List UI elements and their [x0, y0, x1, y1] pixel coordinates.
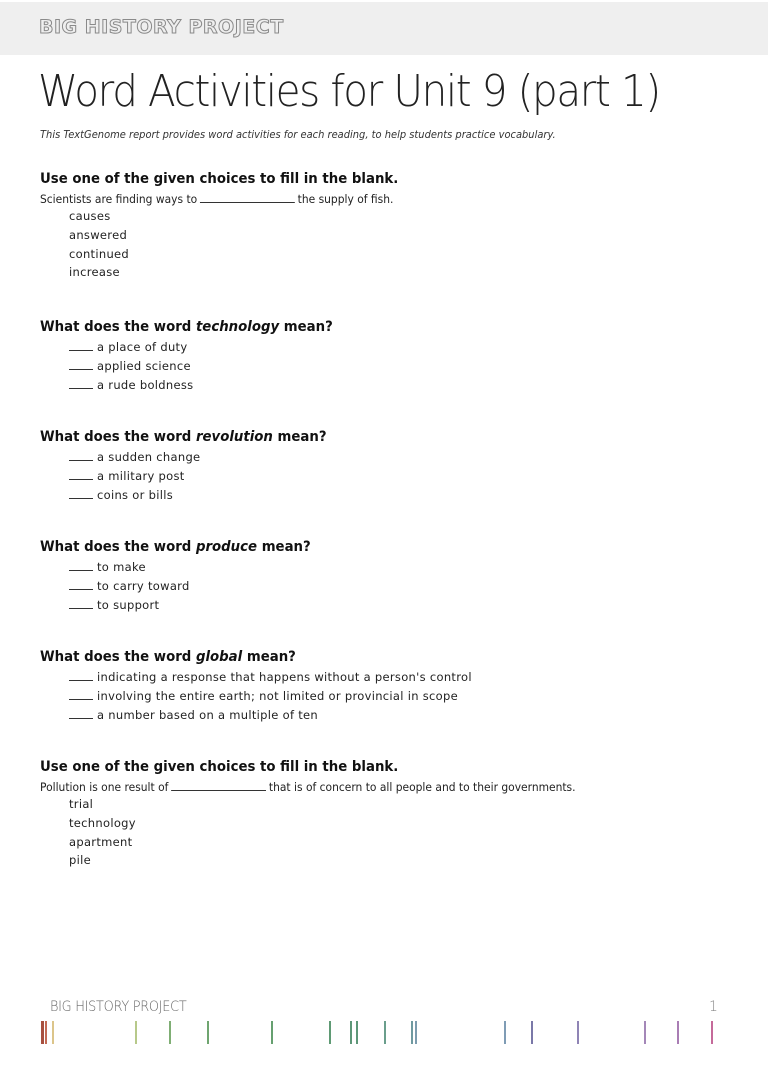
- timeline-bar: [41, 1021, 44, 1044]
- choice-list: [40, 338, 348, 394]
- question-heading: [40, 428, 327, 446]
- definition-choice: [69, 486, 342, 505]
- answer-blank[interactable]: [171, 780, 266, 791]
- timeline-bar: [135, 1021, 137, 1044]
- page-number: 1: [709, 999, 718, 1015]
- choice-item: continued: [69, 246, 130, 261]
- choice-item: apartment: [69, 834, 133, 849]
- heading-before: What does the word: [40, 539, 192, 555]
- brand-logo-text: BIG HISTORY PROJECT: [39, 16, 284, 38]
- vocab-word: revolution: [195, 429, 273, 445]
- answer-blank[interactable]: [69, 579, 93, 590]
- question-heading: [40, 318, 333, 336]
- choice-text: to support: [97, 597, 160, 612]
- choice-text: applied science: [97, 358, 191, 373]
- definition-choice: [69, 338, 348, 357]
- sentence-before: Pollution is one result of: [40, 780, 169, 794]
- heading-after: mean?: [261, 539, 311, 555]
- timeline-bar: [207, 1021, 209, 1044]
- question-sentence: [40, 191, 393, 207]
- answer-blank[interactable]: [69, 689, 93, 700]
- timeline-bar: [531, 1021, 533, 1044]
- question-heading: [40, 648, 450, 666]
- choice-item: causes: [69, 209, 111, 223]
- choice-text: indicating a response that happens without a person's control: [97, 670, 472, 684]
- answer-blank[interactable]: [69, 560, 93, 571]
- timeline-bar: [169, 1021, 171, 1044]
- heading-before: What does the word: [40, 649, 192, 665]
- footer-brand: BIG HISTORY PROJECT: [50, 999, 187, 1015]
- choice-text: to make: [97, 560, 146, 574]
- choice-text: coins or bills: [97, 487, 173, 502]
- answer-blank[interactable]: [69, 450, 93, 461]
- definition-choice: [69, 357, 348, 376]
- question-definition-revolution: [40, 428, 342, 504]
- answer-blank[interactable]: [69, 469, 93, 480]
- timeline-bar: [356, 1021, 358, 1044]
- answer-blank[interactable]: [69, 488, 93, 499]
- answer-blank[interactable]: [69, 340, 93, 351]
- timeline-bar: [711, 1021, 713, 1044]
- choice-list: [40, 795, 616, 870]
- question-definition-technology: [40, 318, 348, 394]
- timeline-bar: [52, 1021, 54, 1044]
- sentence-after: that is of concern to all people and to their governments.: [268, 780, 576, 794]
- question-sentence: [40, 779, 576, 795]
- choice-text: a military post: [97, 468, 185, 483]
- definition-choice: [69, 687, 472, 706]
- heading-before: What does the word: [40, 319, 192, 335]
- definition-choice: [69, 448, 342, 467]
- choice-text: to carry toward: [97, 578, 190, 593]
- vocab-word: global: [195, 649, 243, 665]
- timeline-bar: [384, 1021, 386, 1044]
- choice-item: increase: [69, 265, 120, 280]
- question-definition-produce: [40, 538, 325, 614]
- answer-blank[interactable]: [69, 598, 93, 609]
- header-band: [0, 2, 768, 55]
- choice-item: trial: [69, 797, 94, 811]
- timeline-bar: [271, 1021, 273, 1044]
- choice-text: involving the entire earth; not limited or provincial in scope: [97, 688, 458, 703]
- choice-item: answered: [69, 227, 128, 242]
- timeline-bar: [415, 1021, 417, 1044]
- question-fill-in-2: [40, 758, 616, 870]
- answer-blank[interactable]: [200, 192, 295, 203]
- definition-choice: [69, 706, 472, 725]
- answer-blank[interactable]: [69, 378, 93, 389]
- choice-item: pile: [69, 853, 91, 868]
- timeline-bar: [504, 1021, 506, 1044]
- timeline-bar: [329, 1021, 331, 1044]
- choice-list: [40, 448, 342, 504]
- definition-choice: [69, 376, 348, 395]
- timeline-bar: [411, 1021, 413, 1044]
- choice-text: a sudden change: [97, 450, 201, 464]
- choice-text: a number based on a multiple of ten: [97, 707, 319, 722]
- definition-choice: [69, 668, 472, 687]
- timeline-bar: [677, 1021, 679, 1044]
- question-heading: Use one of the given choices to fill in the blank.: [40, 171, 399, 187]
- definition-choice: [69, 596, 325, 615]
- timeline-bar: [644, 1021, 646, 1044]
- vocab-word: produce: [195, 539, 258, 555]
- choice-item: technology: [69, 815, 136, 830]
- question-heading: [40, 538, 311, 556]
- heading-after: mean?: [283, 319, 333, 335]
- page-subtitle: This TextGenome report provides word activities for each reading, to help students practice vocabulary.: [40, 128, 556, 141]
- timeline-bar: [45, 1021, 47, 1044]
- answer-blank[interactable]: [69, 670, 93, 681]
- choice-list: [40, 558, 325, 614]
- answer-blank[interactable]: [69, 708, 93, 719]
- choice-text: a place of duty: [97, 340, 188, 354]
- definition-choice: [69, 558, 325, 577]
- timeline-bar: [350, 1021, 352, 1044]
- question-heading: Use one of the given choices to fill in the blank.: [40, 759, 399, 775]
- definition-choice: [69, 577, 325, 596]
- question-definition-global: [40, 648, 472, 724]
- choice-list: [40, 207, 420, 282]
- timeline-bar: [577, 1021, 579, 1044]
- choice-list: [40, 668, 472, 724]
- heading-after: mean?: [246, 649, 296, 665]
- vocab-word: technology: [195, 319, 280, 335]
- choice-text: a rude boldness: [97, 377, 194, 392]
- heading-before: What does the word: [40, 429, 192, 445]
- answer-blank[interactable]: [69, 359, 93, 370]
- question-fill-in-1: [40, 170, 420, 282]
- heading-after: mean?: [277, 429, 327, 445]
- sentence-before: Scientists are finding ways to: [40, 192, 198, 206]
- sentence-after: the supply of fish.: [297, 192, 394, 206]
- definition-choice: [69, 467, 342, 486]
- page-title: Word Activities for Unit 9 (part 1): [38, 66, 660, 117]
